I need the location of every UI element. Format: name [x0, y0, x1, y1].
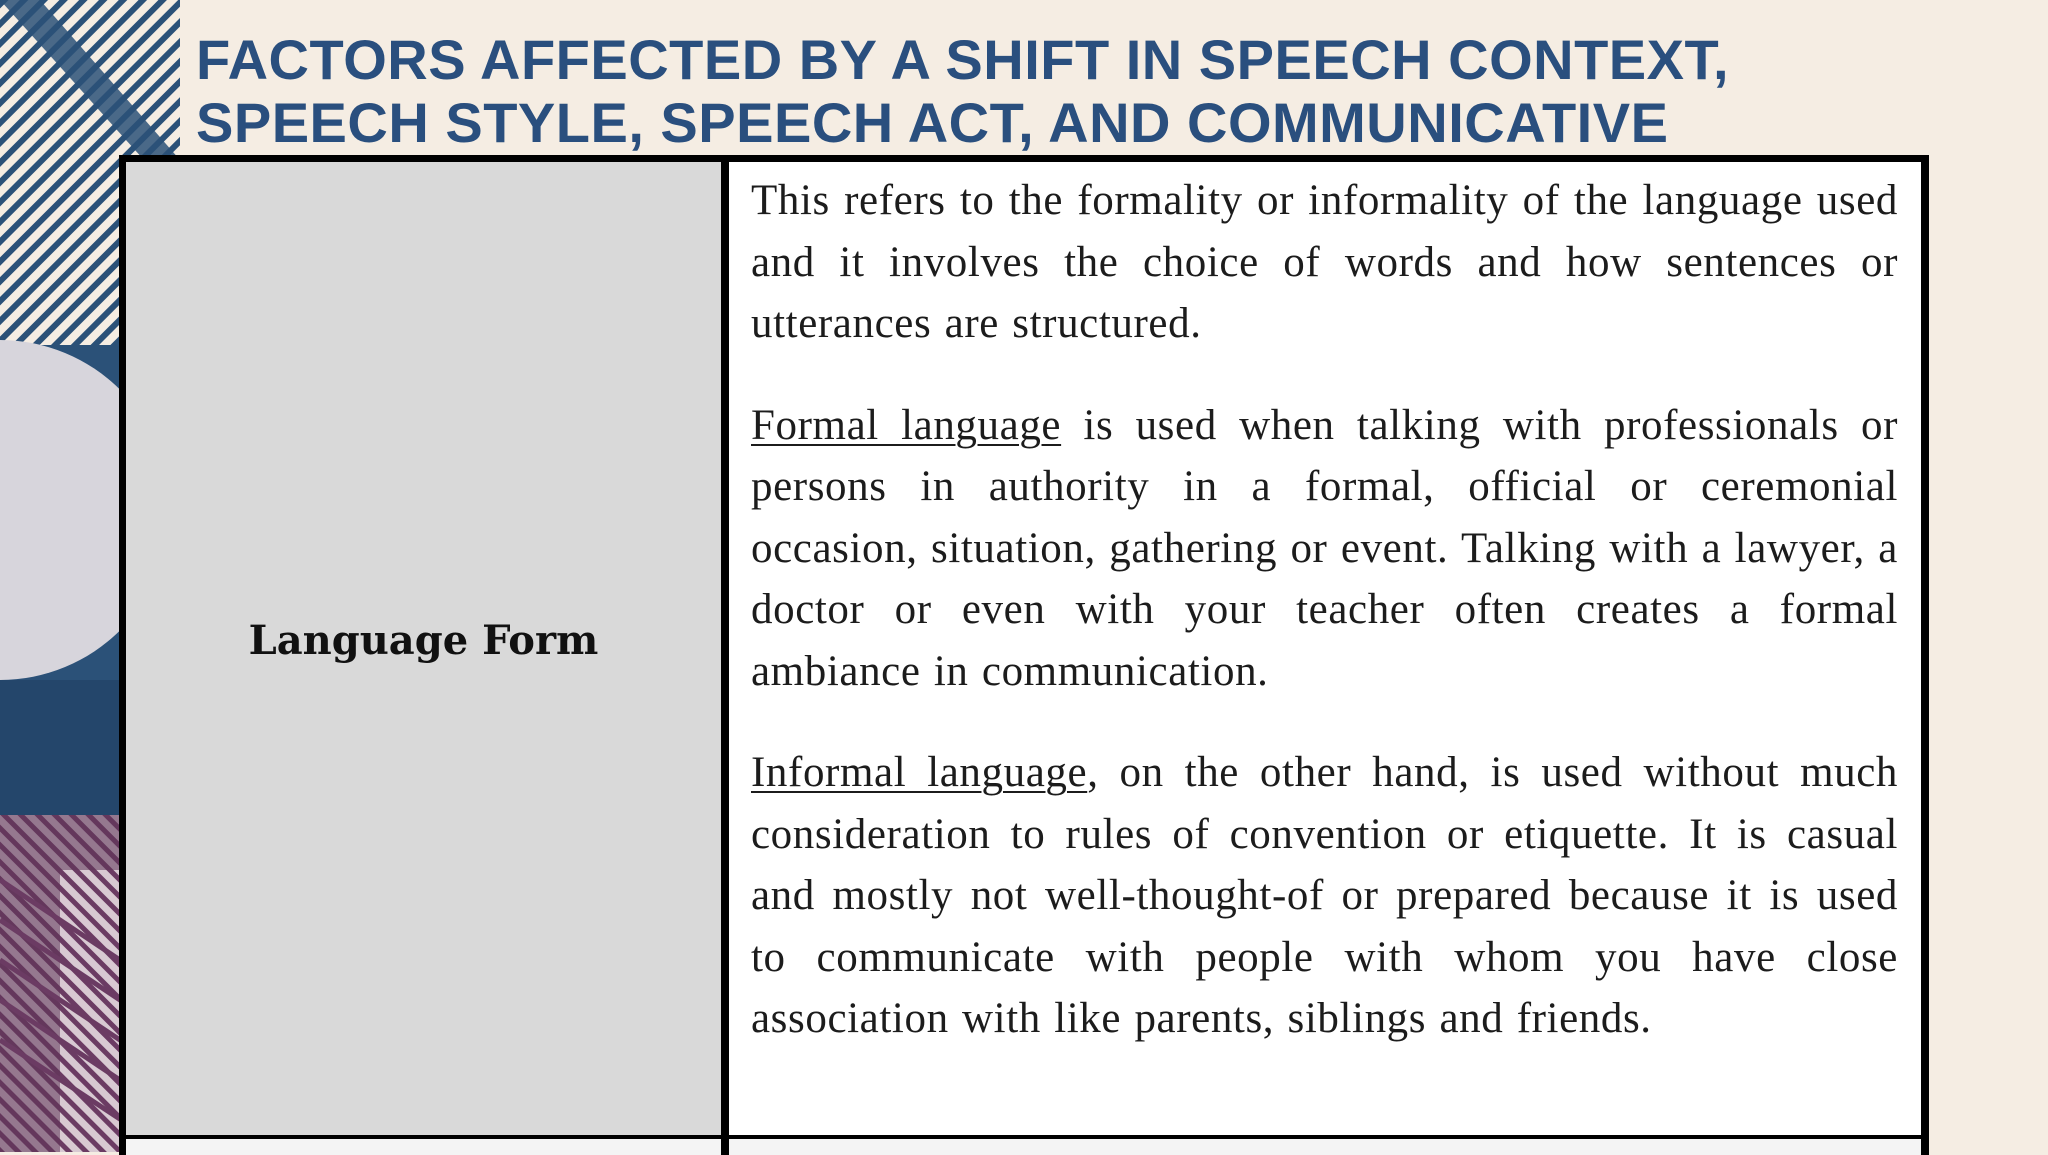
- slide-title: [196, 28, 1896, 152]
- title-line-2: SPEECH STYLE, SPEECH ACT, AND COMMUNICATIVE: [196, 91, 1669, 152]
- title-line-1: FACTORS AFFECTED BY A SHIFT IN SPEECH CONTEXT,: [196, 28, 1730, 91]
- informal-language-paragraph: [751, 742, 1898, 1050]
- column-divider: [721, 1139, 729, 1155]
- formal-language-term: Formal language: [751, 401, 1062, 449]
- informal-language-term: Informal language: [751, 749, 1088, 796]
- row-label: Language Form: [248, 617, 599, 664]
- formal-language-text: is used when talking with professionals or persons in authority in a formal, official or ceremonial occasion, situation, gathering or event. Talking with a lawyer, a doctor or even with your teacher often creates a formal ambiance in communication.: [751, 401, 1898, 695]
- informal-language-text: , on the other hand, is used without much consideration to rules of convention or etiquette. It is casual and mostly not well-thought-of or prepared because it is used to communicate with people with whom you have close association with like parents, siblings and friends.: [751, 749, 1899, 1042]
- next-table-row: [126, 1139, 1921, 1155]
- description-cell: [729, 162, 1921, 1135]
- row-label-cell: [126, 162, 721, 1135]
- definition-paragraph: This refers to the formality or informality of the language used and it involves the choice of words and how sentences or utterances are structured.: [751, 177, 1898, 347]
- formal-language-paragraph: [751, 395, 1898, 703]
- definition-table: [119, 155, 1929, 1155]
